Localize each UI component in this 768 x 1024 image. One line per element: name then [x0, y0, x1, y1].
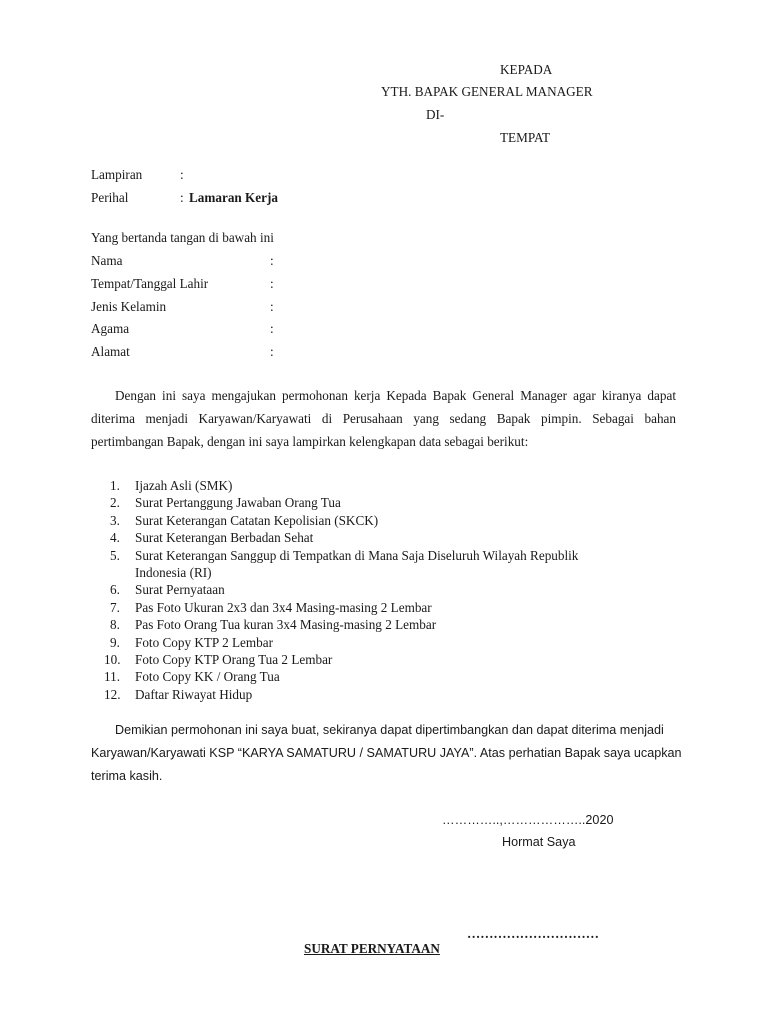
list-item-number: 9. [110, 634, 120, 650]
field-agama-colon: : [270, 321, 274, 336]
list-item [91, 668, 691, 685]
recipient-di: DI- [426, 107, 445, 122]
list-item-text: Surat Keterangan Berbadan Sehat [135, 530, 314, 546]
list-item [91, 547, 691, 582]
list-item-number: 7. [110, 599, 120, 615]
list-item-number: 11. [104, 669, 120, 685]
list-item [91, 616, 691, 633]
field-jenis-kelamin-colon: : [270, 299, 274, 314]
list-item-number: 4. [110, 530, 120, 546]
perihal-colon: : [180, 190, 184, 205]
attachment-list [91, 477, 691, 703]
list-item [91, 529, 691, 546]
list-item-number: 10. [104, 652, 121, 668]
list-item-text-continued: Indonesia (RI) [135, 565, 212, 581]
field-nama-label: Nama [91, 253, 123, 268]
list-item-text: Foto Copy KTP Orang Tua 2 Lembar [135, 652, 333, 668]
list-item [91, 477, 691, 494]
field-jenis-kelamin-label: Jenis Kelamin [91, 299, 167, 314]
list-item-text: Foto Copy KTP 2 Lembar [135, 634, 273, 650]
next-section-title: SURAT PERNYATAAN [304, 941, 440, 956]
identity-intro: Yang bertanda tangan di bawah ini [91, 230, 274, 245]
list-item-number: 5. [110, 547, 120, 563]
field-ttl-label: Tempat/Tanggal Lahir [91, 276, 209, 291]
recipient-kepada: KEPADA [500, 62, 553, 77]
list-item-text: Pas Foto Ukuran 2x3 dan 3x4 Masing-masing 2 Lembar [135, 599, 432, 615]
date-line: …………..,………………..2020 [442, 813, 614, 827]
list-item [91, 599, 691, 616]
body-paragraph-2: Demikian permohonan ini saya buat, sekiranya dapat dipertimbangkan dan dapat diterima menjadi Karyawan/Karyawati KSP “KARYA SAMATURU / SAMATURU JAYA”. Atas perhatian Bapak saya ucapkan terima kasih. [91, 723, 682, 783]
field-nama-colon: : [270, 253, 274, 268]
body-paragraph-1: Dengan ini saya mengajukan permohonan kerja Kepada Bapak General Manager agar kiranya dapat diterima menjadi Karyawan/Karyawati di Perusahaan yang sedang Bapak pimpin. Sebagai bahan pertimbangan Bapak, dengan ini saya lampirkan kelengkapan data sebagai berikut: [91, 388, 676, 449]
list-item-text: Daftar Riwayat Hidup [135, 686, 253, 702]
list-item [91, 581, 691, 598]
hormat-saya: Hormat Saya [502, 835, 576, 849]
list-item [91, 634, 691, 651]
recipient-tempat: TEMPAT [500, 130, 551, 145]
list-item [91, 651, 691, 668]
field-agama-label: Agama [91, 321, 130, 336]
list-item-text: Surat Pertanggung Jawaban Orang Tua [135, 495, 341, 511]
list-item-text: Pas Foto Orang Tua kuran 3x4 Masing-masing 2 Lembar [135, 617, 437, 633]
list-item-text: Surat Pernyataan [135, 582, 225, 598]
field-alamat-label: Alamat [91, 344, 130, 359]
lampiran-label: Lampiran [91, 167, 143, 182]
list-item-text: Ijazah Asli (SMK) [135, 478, 233, 493]
list-item-number: 12. [104, 686, 121, 702]
list-item-text: Surat Keterangan Sanggup di Tempatkan di Mana Saja Diseluruh Wilayah Republik [135, 547, 579, 563]
list-item [91, 686, 691, 703]
signature-line: ………………………… [467, 926, 599, 941]
lampiran-colon: : [180, 167, 184, 182]
field-alamat-colon: : [270, 344, 274, 359]
list-item-number: 8. [110, 617, 120, 633]
field-ttl-colon: : [270, 276, 274, 291]
list-item [91, 494, 691, 511]
list-item-text: Foto Copy KK / Orang Tua [135, 669, 280, 685]
recipient-yth: YTH. BAPAK GENERAL MANAGER [381, 84, 593, 99]
list-item-number: 1. [110, 478, 120, 493]
list-item [91, 512, 691, 529]
list-item-number: 2. [110, 495, 120, 511]
list-item-number: 6. [110, 582, 120, 598]
perihal-label: Perihal [91, 190, 129, 205]
list-item-text: Surat Keterangan Catatan Kepolisian (SKCK) [135, 512, 379, 528]
list-item-number: 3. [110, 512, 120, 528]
perihal-value: Lamaran Kerja [189, 190, 278, 205]
